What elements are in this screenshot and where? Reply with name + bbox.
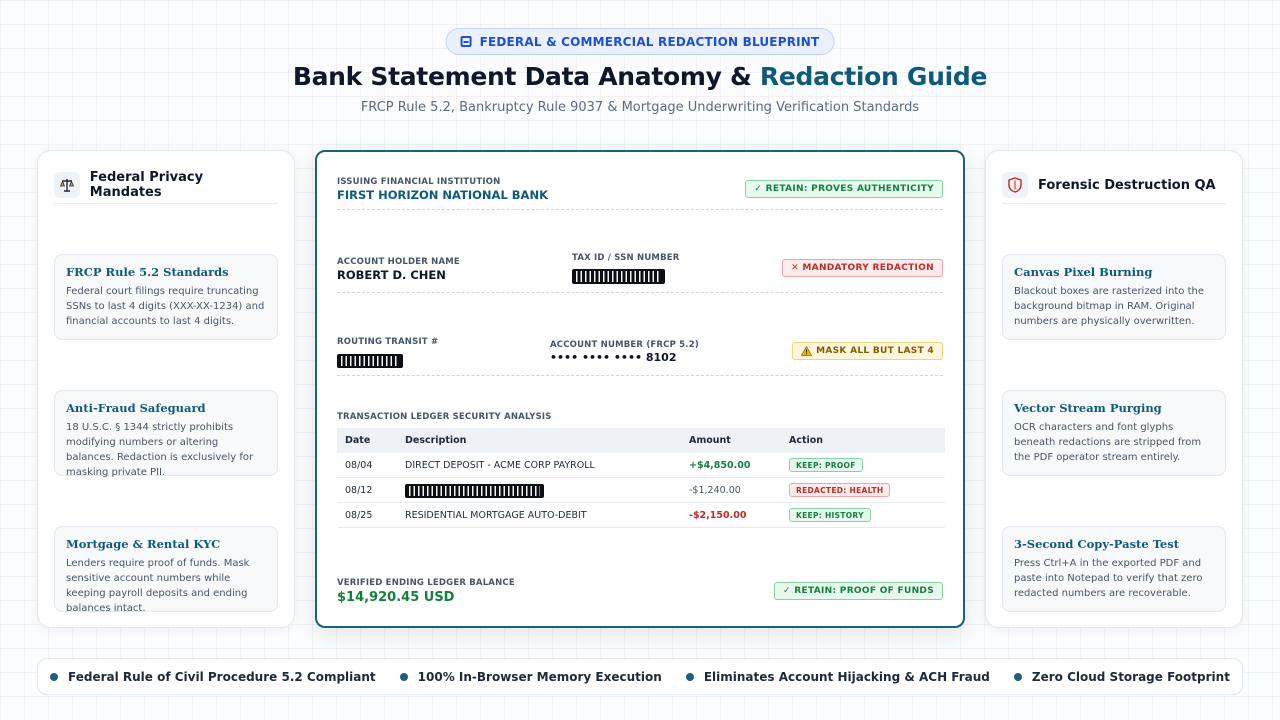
card-title: Vector Stream Purging <box>1014 401 1162 415</box>
row-description-redacted <box>397 478 681 503</box>
column-header: Action <box>789 435 824 446</box>
footer-item-label: Eliminates Account Hijacking & ACH Fraud <box>703 669 990 684</box>
mandate-card <box>54 526 278 612</box>
divider <box>337 375 943 376</box>
header-badge <box>446 28 835 55</box>
card-title: 3-Second Copy-Paste Test <box>1014 537 1180 551</box>
description-redaction-box <box>405 484 544 498</box>
mask-last4-tag <box>792 342 943 360</box>
balance-value: $14,920.45 USD <box>337 590 455 605</box>
right-panel <box>985 150 1243 628</box>
routing-redaction-box <box>337 354 403 368</box>
card-body: Press Ctrl+A in the exported PDF and paste into Notepad to verify that zero redacted numbers are recoverable. <box>1014 558 1203 599</box>
qa-card <box>1002 526 1226 612</box>
qa-card <box>1002 254 1226 340</box>
row-date: 08/25 <box>345 509 373 521</box>
footer-item-label: Zero Cloud Storage Footprint <box>1031 669 1230 684</box>
card-body: 18 U.S.C. § 1344 strictly prohibits modifying numbers or altering balances. Redaction is exclusively for masking private PII. <box>66 422 254 478</box>
left-panel-title: Federal Privacy Mandates <box>89 170 204 200</box>
bullet-icon <box>50 673 58 681</box>
retain-funds-tag: ✓ RETAIN: PROOF OF FUNDS <box>774 582 943 600</box>
footer-item-label: 100% In-Browser Memory Execution <box>417 669 662 684</box>
row-amount: +$4,850.00 <box>689 459 751 471</box>
column-header: Description <box>405 435 467 446</box>
footer-item <box>400 670 662 684</box>
balance-label: VERIFIED ENDING LEDGER BALANCE <box>337 578 515 588</box>
mandatory-redaction-tag: ✕ MANDATORY REDACTION <box>782 259 943 277</box>
mandate-card <box>54 390 278 476</box>
header-badge-label: FEDERAL & COMMERCIAL REDACTION BLUEPRINT <box>479 34 820 49</box>
institution-value: FIRST HORIZON NATIONAL BANK <box>337 188 548 202</box>
routing-label: ROUTING TRANSIT # <box>337 337 439 347</box>
right-panel-title: Forensic Destruction QA <box>1038 177 1216 193</box>
page-title <box>0 62 1280 91</box>
row-amount: -$1,240.00 <box>689 484 741 496</box>
card-title: Canvas Pixel Burning <box>1014 265 1153 279</box>
transaction-table <box>337 428 945 528</box>
account-value <box>550 351 677 364</box>
ssn-redaction-box <box>572 269 665 284</box>
page-title-main: Bank Statement Data Anatomy & <box>292 62 760 91</box>
card-body: Blackout boxes are rasterized into the background bitmap in RAM. Original numbers are physically overwritten. <box>1014 286 1204 327</box>
right-panel-header <box>1002 167 1226 204</box>
table-row <box>337 453 945 478</box>
footer-item <box>1014 670 1230 684</box>
row-description: RESIDENTIAL MORTGAGE AUTO-DEBIT <box>405 509 587 521</box>
footer-bar <box>37 658 1243 695</box>
row-action-tag: KEEP: PROOF <box>789 458 863 472</box>
taxid-label: TAX ID / SSN NUMBER <box>572 253 680 263</box>
column-header: Amount <box>689 435 731 446</box>
table-row <box>337 503 945 528</box>
warning-icon <box>801 346 812 356</box>
footer-item <box>686 670 990 684</box>
institution-label: ISSUING FINANCIAL INSTITUTION <box>337 177 501 187</box>
qa-card <box>1002 390 1226 476</box>
card-body: Lenders require proof of funds. Mask sensitive account numbers while keeping payroll deposits and ending balances intact. <box>66 558 250 614</box>
card-body: Federal court filings require truncating SSNs to last 4 digits (XXX-XX-1234) and financial accounts to last 4 digits. <box>66 286 265 327</box>
minus-square-icon <box>461 36 472 47</box>
row-date: 08/04 <box>345 459 373 471</box>
footer-item-label: Federal Rule of Civil Procedure 5.2 Compliant <box>68 669 376 684</box>
card-title: Anti-Fraud Safeguard <box>66 401 206 415</box>
account-masked: •••• •••• •••• <box>550 351 643 364</box>
scales-icon <box>54 172 80 198</box>
page-subtitle: FRCP Rule 5.2, Bankruptcy Rule 9037 & Mortgage Underwriting Verification Standards <box>360 100 920 115</box>
card-title: Mortgage & Rental KYC <box>66 537 221 551</box>
left-panel <box>37 150 295 628</box>
divider <box>337 209 943 210</box>
ledger-label: TRANSACTION LEDGER SECURITY ANALYSIS <box>337 412 552 422</box>
card-body: OCR characters and font glyphs beneath redactions are stripped from the PDF operator stream entirely. <box>1014 422 1202 463</box>
shield-icon <box>1002 172 1028 198</box>
table-header <box>337 428 945 453</box>
statement-document <box>315 150 965 628</box>
mask-last4-label: MASK ALL BUT LAST 4 <box>816 346 934 356</box>
page-title-accent: Redaction Guide <box>759 62 988 91</box>
mandate-card <box>54 254 278 340</box>
row-action-tag: KEEP: HISTORY <box>789 508 871 522</box>
row-date: 08/12 <box>345 484 373 496</box>
left-panel-header <box>54 167 278 204</box>
account-label: ACCOUNT NUMBER (FRCP 5.2) <box>550 340 699 350</box>
bullet-icon <box>400 673 408 681</box>
table-row <box>337 478 945 503</box>
row-action-tag: REDACTED: HEALTH <box>789 483 890 497</box>
holder-label: ACCOUNT HOLDER NAME <box>337 257 460 267</box>
bullet-icon <box>686 673 694 681</box>
retain-authenticity-tag: ✓ RETAIN: PROVES AUTHENTICITY <box>745 180 943 198</box>
column-header: Date <box>345 435 371 446</box>
holder-value: ROBERT D. CHEN <box>337 268 446 282</box>
card-title: FRCP Rule 5.2 Standards <box>66 265 229 279</box>
row-amount: -$2,150.00 <box>689 509 747 521</box>
bullet-icon <box>1014 673 1022 681</box>
divider <box>337 292 943 293</box>
account-last4: 8102 <box>645 351 677 364</box>
footer-item <box>50 670 376 684</box>
row-description: DIRECT DEPOSIT - ACME CORP PAYROLL <box>405 459 595 471</box>
